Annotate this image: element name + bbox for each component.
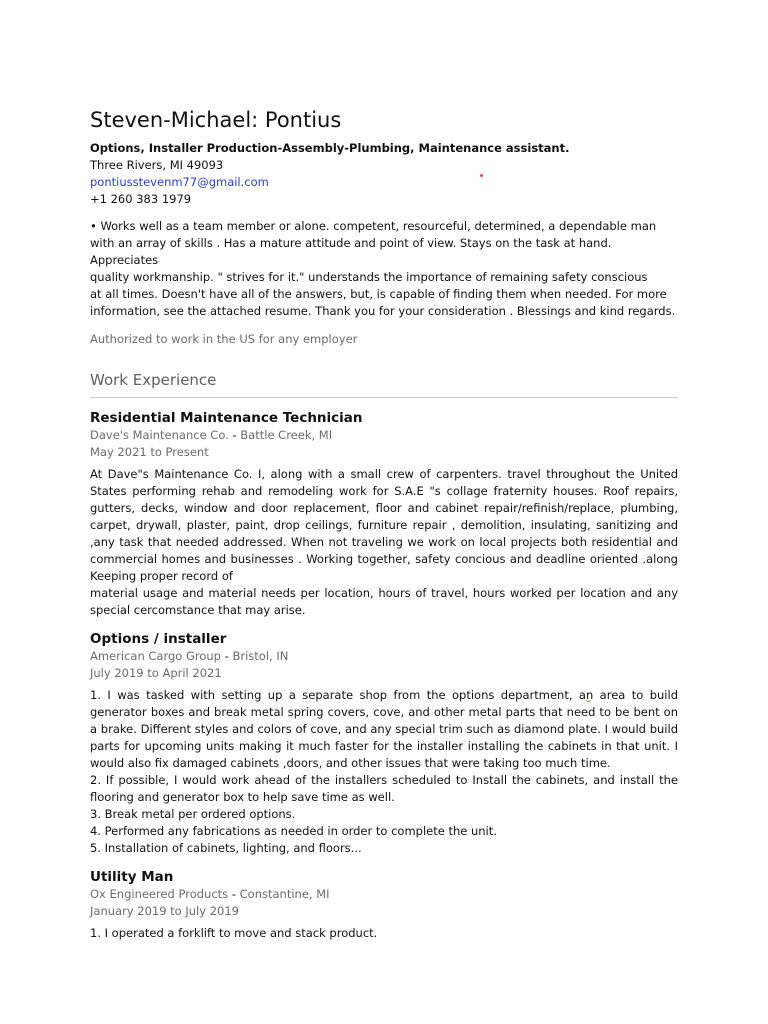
candidate-summary: • Works well as a team member or alone. competent, resourceful, determined, a dependable man with an array of skills . Has a mature attitude and point of view. Stays on the task at hand. Appreciates quality workmanship. " strives for it." understands the importance of remaining safety conscious at all times. Doesn't have all of the answers, but, is capable of finding them when needed. For more information, see the attached resume. Thank you for your consideration . Blessings and kind regards. [90,219,676,318]
candidate-location: Three Rivers, MI 49093 [90,158,224,172]
contact-phone: +1 260 383 1979 [90,192,192,206]
contact-email-row [90,174,678,191]
job-company: Ox Engineered Products [90,887,229,901]
candidate-headline: Options, Installer Production-Assembly-Plumbing, Maintenance assistant. [90,141,570,155]
job-location: Bristol, IN [232,649,289,663]
job-company-location [90,427,678,444]
annotation-dot [480,174,483,177]
job-location: Constantine, MI [239,887,330,901]
job-title: Utility Man [90,869,174,885]
job-separator: - [221,649,233,663]
job-description: 1. I operated a forklift to move and stack product. [90,926,378,940]
job-dates: January 2019 to July 2019 [90,904,239,918]
job-company-location [90,886,678,903]
job-description: 1. I was tasked with setting up a separate shop from the options department, an area to build generator boxes and break metal spring covers, cove, and other metal parts that need to be bent on a brake. Different styles and colors of cove, and any special trim such as diamond plate. I would build parts for upcoming units making it much faster for the installer installing the cabinets in that unit. I would also fix damaged cabinets ,doors, and other issues that were taking too much time. 2. If possible, I would work ahead of the installers scheduled to Install the cabinets, and install the flooring and generator box to help save time as well. 3. Break metal per ordered options. 4. Performed any fabrications as needed in order to complete the unit. 5. Installation of cabinets, lighting, and floors... [90,688,678,855]
job-title: Options / installer [90,631,227,647]
contact-email-link[interactable]: pontiusstevenm77@gmail.com [90,175,269,189]
resume-page [90,105,678,942]
annotation-mark [586,697,591,702]
job-separator: - [228,887,240,901]
job-separator: - [228,428,241,442]
job-entry [90,409,678,619]
job-entry [90,630,678,857]
job-dates: July 2019 to April 2021 [90,666,222,680]
work-experience-heading: Work Experience [90,369,678,398]
job-company-location [90,648,678,665]
job-title: Residential Maintenance Technician [90,410,363,426]
job-dates: May 2021 to Present [90,445,209,459]
work-authorization: Authorized to work in the US for any employer [90,332,358,346]
job-company: American Cargo Group [90,649,221,663]
job-entry [90,868,678,942]
job-location: Battle Creek, MI [240,428,333,442]
candidate-name: Steven-Michael: Pontius [90,108,342,132]
job-description: At Dave"s Maintenance Co. I, along with a small crew of carpenters. travel throughout the United States performing rehab and remodeling work for S.A.E "s collage fraternity houses. Roof repairs, gutters, decks, window and door replacement, floor and cabinet repair/refinish/replace, plumbing, carpet, drywall, plaster, paint, drop ceilings, furniture repair , demolition, insulating, sanitizing and ,any task that needed addressed. When not traveling we work on local projects both residential and commercial homes and businesses . Working together, safety concious and deadline oriented .along Keeping proper record of material usage and material needs per location, hours of travel, hours worked per location and any special cercomstance that may arise. [90,467,678,617]
job-company: Dave's Maintenance Co. [90,428,229,442]
